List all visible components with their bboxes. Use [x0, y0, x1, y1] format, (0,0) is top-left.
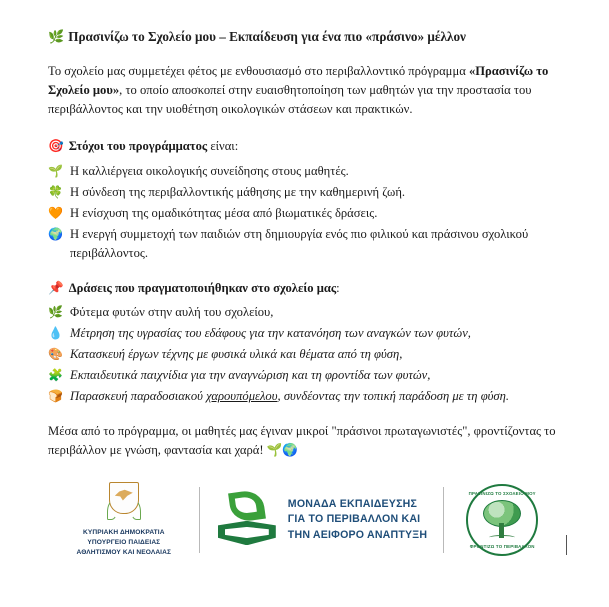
- list-item: [48, 303, 567, 322]
- leaf-icon: 🌿: [48, 29, 65, 44]
- seal-block: [460, 484, 544, 556]
- actions-heading-tail: :: [336, 280, 340, 295]
- goals-list: [48, 162, 567, 262]
- unit-line-2: ΓΙΑ ΤΟ ΠΕΡΙΒΑΛΛΟΝ ΚΑΙ: [287, 513, 421, 526]
- globe-icon: 🌍: [48, 226, 63, 241]
- footer-divider-left: [199, 487, 200, 553]
- list-item-text: Η καλλιέργεια οικολογικής συνείδησης στους μαθητές.: [70, 164, 349, 179]
- orange-heart-icon: 🧡: [48, 205, 63, 220]
- list-item: [48, 204, 567, 223]
- closing-paragraph: Μέσα από το πρόγραμμα, οι μαθητές μας έγιναν μικροί "πράσινοι πρωταγωνιστές", φροντίζοντας το περιβάλλον με γνώση, φαντασία και χαρά! 🌱🌍: [48, 423, 556, 458]
- republic-line-1: ΚΥΠΡΙΑΚΗ ΔΗΜΟΚΡΑΤΙΑ: [83, 529, 165, 537]
- seedling-icon: 🌱: [48, 164, 63, 179]
- unit-logo-block: [216, 489, 427, 551]
- green-school-seal-icon: [466, 484, 538, 556]
- list-item-text: Η ενίσχυση της ομαδικότητας μέσα από βιωματικές δράσεις.: [70, 205, 378, 220]
- cyprus-coat-of-arms-icon: [106, 482, 142, 526]
- page-title-text: Πρασινίζω το Σχολείο μου – Εκπαίδευση για ένα πιο «πράσινο» μέλλον: [68, 29, 466, 44]
- unit-line-1: ΜΟΝΑΔΑ ΕΚΠΑΙΔΕΥΣΗΣ: [287, 498, 418, 511]
- list-item: [48, 162, 567, 181]
- target-icon: 🎯: [48, 139, 64, 154]
- bread-icon: 🍞: [48, 389, 63, 404]
- goals-heading-bold: Στόχοι του προγράμματος: [68, 139, 208, 154]
- list-item-text: Παρασκευή παραδοσιακού: [70, 389, 207, 404]
- actions-heading-bold: Δράσεις που πραγματοποιήθηκαν στο σχολείο μας: [68, 280, 337, 295]
- list-item-text: Φύτεμα φυτών στην αυλή του σχολείου,: [70, 305, 274, 320]
- republic-emblem-block: [65, 482, 183, 558]
- footer-logos: [0, 477, 609, 563]
- seal-bottom-text: ΦΡΟΝΤΙΖΩ ΤΟ ΠΕΡΙΒΑΛΛΟΝ: [469, 544, 535, 549]
- republic-emblem-text: [77, 528, 172, 558]
- list-item-underlined-term: χαρουπόμελου: [206, 389, 278, 404]
- puzzle-icon: 🧩: [48, 368, 63, 383]
- list-item: [48, 324, 567, 343]
- clover-icon: 🍀: [48, 185, 63, 200]
- pushpin-icon: 📌: [48, 280, 64, 295]
- list-item-text: Κατασκευή έργων τέχνης με φυσικά υλικά και θέματα από τη φύση,: [70, 347, 403, 362]
- republic-line-2: ΥΠΟΥΡΓΕΙΟ ΠΑΙΔΕΙΑΣ: [87, 539, 161, 547]
- footer-tick-mark: [566, 535, 567, 555]
- actions-heading: [48, 279, 567, 298]
- actions-list: [48, 303, 567, 405]
- page-title: [48, 28, 567, 46]
- intro-part-1: Το σχολείο μας συμμετέχει φέτος με ενθουσιασμό στο περιβαλλοντικό πρόγραμμα: [48, 63, 469, 78]
- droplet-icon: 💧: [48, 326, 63, 341]
- list-item: [48, 366, 567, 385]
- intro-part-2: , το οποίο αποσκοπεί στην ευαισθητοποίηση των μαθητών για την προστασία του περιβάλλοντος και την υιοθέτηση οικολογικών στάσεων και πρακτικών.: [48, 82, 532, 117]
- art-palette-icon: 🎨: [48, 347, 63, 362]
- list-item-text-after: , συνδέοντας την τοπική παράδοση με τη φύση.: [277, 389, 510, 404]
- leaf-book-logo-icon: [216, 489, 278, 551]
- footer-divider-right: [443, 487, 444, 553]
- list-item-text: Εκπαιδευτικά παιχνίδια για την αναγνώριση και τη φροντίδα των φυτών,: [70, 368, 431, 383]
- unit-logo-text: [288, 497, 427, 542]
- list-item: [48, 225, 567, 263]
- list-item: [48, 345, 567, 364]
- list-item-text: Η σύνδεση της περιβαλλοντικής μάθησης με την καθημερινή ζωή.: [70, 185, 406, 200]
- republic-line-3: ΑΘΛΗΤΙΣΜΟΥ ΚΑΙ ΝΕΟΛΑΙΑΣ: [76, 548, 172, 556]
- list-item: [48, 387, 567, 406]
- goals-heading: [48, 137, 567, 156]
- tree-icon: [480, 500, 524, 540]
- list-item-text: Μέτρηση της υγρασίας του εδάφους για την κατανόηση των αναγκών των φυτών,: [70, 326, 471, 341]
- list-item: [48, 183, 567, 202]
- intro-paragraph: [48, 62, 567, 119]
- list-item-text: Η ενεργή συμμετοχή των παιδιών στη δημιουργία ενός πιο φιλικού και πράσινου σχολικού περιβάλλοντος.: [70, 226, 529, 260]
- seal-top-text: ΠΡΑΣΙΝΙΖΩ ΤΟ ΣΧΟΛΕΙΟ ΜΟΥ: [468, 491, 536, 496]
- unit-line-3: ΤΗΝ ΑΕΙΦΟΡΟ ΑΝΑΠΤΥΞΗ: [287, 528, 428, 541]
- intro-program-name: «Πρασινίζω το Σχολείο μου»: [48, 63, 549, 97]
- goals-heading-tail: είναι:: [207, 139, 239, 154]
- herb-icon: 🌿: [48, 305, 63, 320]
